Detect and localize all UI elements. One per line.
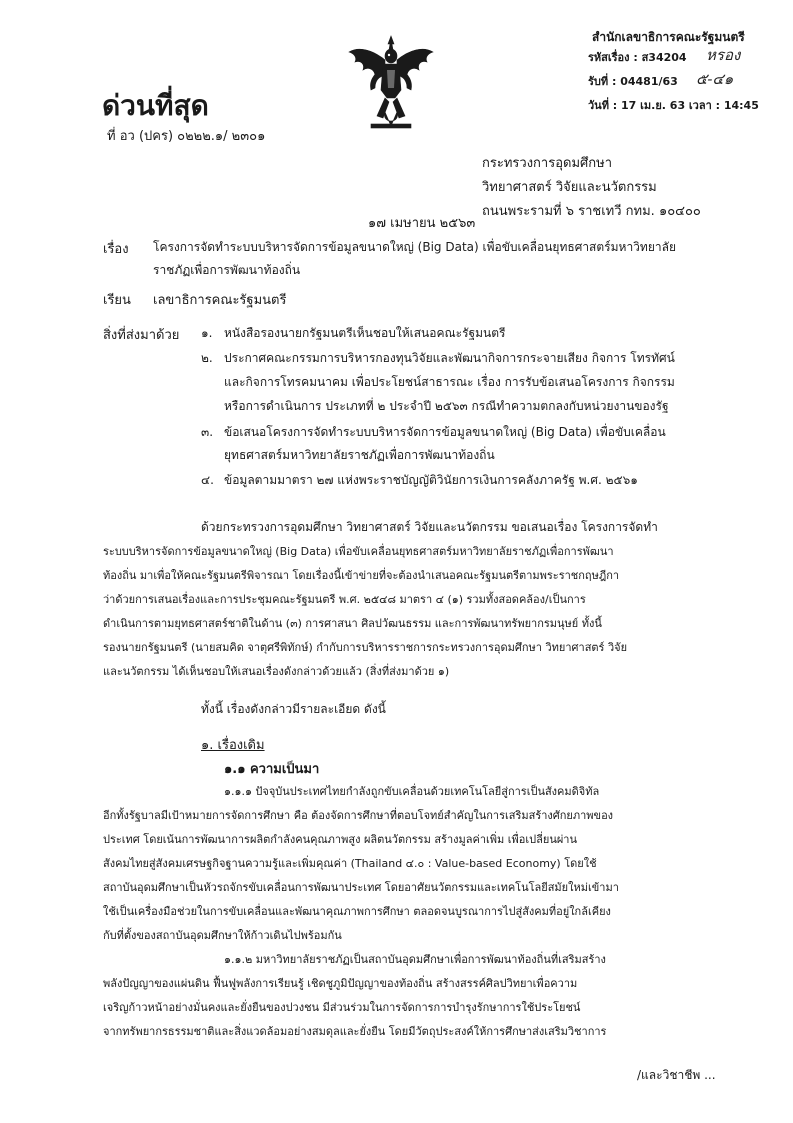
enclosure-number: ๓.: [201, 425, 214, 439]
ministry-line-2: วิทยาศาสตร์ วิจัยและนวัตกรรม: [482, 180, 657, 195]
stamp-code: รหัสเรื่อง : ส34204: [588, 51, 687, 64]
ministry-line-1: กระทรวงการอุดมศึกษา: [482, 156, 612, 171]
body-line: อีกทั้งรัฐบาลมีเป้าหมายการจัดการศึกษา คือ ต้องจัดการศึกษาที่ตอบโจทย์สำคัญในการเสริมสร้างศักยภาพของ: [103, 809, 614, 822]
body-line: เจริญก้าวหน้าอย่างมั่นคงและยั่งยืนของปวงชน มีส่วนร่วมในการจัดการการบำรุงรักษาการใช้ประโยชน์: [103, 1001, 581, 1014]
enclosures-label: สิ่งที่ส่งมาด้วย: [103, 328, 180, 343]
body-line: ด้วยกระทรวงการอุดมศึกษา วิทยาศาสตร์ วิจัยและนวัตกรรม ขอเสนอเรื่อง โครงการจัดทำ: [201, 520, 658, 534]
receipt-stamp: [586, 28, 786, 118]
body-line: สถาบันอุดมศึกษาเป็นหัวรถจักรขับเคลื่อนการพัฒนาประเทศ โดยอาศัยนวัตกรรมและเทคโนโลยีสมัยใหม่เข้ามา: [103, 881, 619, 894]
subject-line-1: โครงการจัดทำระบบบริหารจัดการข้อมูลขนาดใหญ่ (Big Data) เพื่อขับเคลื่อนยุทธศาสตร์มหาวิทยาลัย: [153, 240, 676, 254]
section-heading: ๑. เรื่องเดิม: [201, 738, 265, 753]
enclosure-line: ยุทธศาสตร์มหาวิทยาลัยราชภัฏเพื่อการพัฒนาท้องถิ่น: [224, 448, 495, 462]
enclosure-number: ๔.: [201, 473, 214, 487]
body-line: ใช้เป็นเครื่องมือช่วยในการขับเคลื่อนและพัฒนาคุณภาพการศึกษา ตลอดจนบูรณาการไปสู่สังคมที่อยู่ใกล้เคียง: [103, 905, 611, 918]
enclosure-line: หรือการดำเนินการ ประเภทที่ ๒ ประจำปี ๒๕๖๓ กรณีทำความตกลงกับหน่วยงานของรัฐ: [224, 399, 669, 413]
subject-line-2: ราชภัฏเพื่อการพัฒนาท้องถิ่น: [153, 263, 301, 277]
letter-date: ๑๗ เมษายน ๒๕๖๓: [368, 216, 476, 231]
body-line: รองนายกรัฐมนตรี (นายสมคิด จาตุศรีพิทักษ์) กำกับการบริหารราชการกระทรวงการอุดมศึกษา วิทยาศาสตร์ วิจัย: [103, 641, 628, 654]
stamp-handwritten-code: หรอง: [706, 46, 741, 64]
body-line: ๑.๑.๒ มหาวิทยาลัยราชภัฏเป็นสถาบันอุดมศึกษาเพื่อการพัฒนาท้องถิ่นที่เสริมสร้าง: [224, 953, 606, 966]
body-line: ท้องถิ่น มาเพื่อให้คณะรัฐมนตรีพิจารณา โดยเรื่องนี้เข้าข่ายที่จะต้องนำเสนอคณะรัฐมนตรีตามพระราชกฤษฎีกา: [103, 569, 620, 582]
body-line: พลังปัญญาของแผ่นดิน ฟื้นฟูพลังการเรียนรู้ เชิดชูภูมิปัญญาของท้องถิ่น สร้างสรรค์ศิลปวิทยาเพื่อความ: [103, 977, 578, 990]
body-intro-line: ทั้งนี้ เรื่องดังกล่าวมีรายละเอียด ดังนี้: [201, 702, 386, 716]
stamp-datetime: วันที่ : 17 เม.ย. 63 เวลา : 14:45: [588, 99, 759, 112]
enclosure-number: ๑.: [201, 326, 213, 340]
body-line: สังคมไทยสู่สังคมเศรษฐกิจฐานความรู้และเพิ่มคุณค่า (Thailand ๔.๐ : Value-based Economy) โดยใช้: [103, 857, 597, 870]
enclosure-line: ข้อมูลตามมาตรา ๒๗ แห่งพระราชบัญญัติวินัยการเงินการคลังภาครัฐ พ.ศ. ๒๕๖๑: [224, 473, 638, 487]
body-line: และนวัตกรรม ได้เห็นชอบให้เสนอเรื่องดังกล่าวด้วยแล้ว (สิ่งที่ส่งมาด้วย ๑): [103, 665, 450, 678]
body-line: ระบบบริหารจัดการข้อมูลขนาดใหญ่ (Big Data) เพื่อขับเคลื่อนยุทธศาสตร์มหาวิทยาลัยราชภัฏเพื่อการพัฒนา: [103, 545, 614, 558]
enclosure-line: ประกาศคณะกรรมการบริหารกองทุนวิจัยและพัฒนากิจการกระจายเสียง กิจการ โทรทัศน์: [224, 351, 675, 365]
to-label: เรียน: [103, 293, 131, 308]
urgency-label: ด่วนที่สุด: [102, 89, 209, 122]
body-line: จากทรัพยากรธรรมชาติและสิ่งแวดล้อมอย่างสมดุลและยั่งยืน โดยมีวัตถุประสงค์ให้การศึกษาส่งเสริมวิชาการ: [103, 1025, 607, 1038]
subsection-heading: ๑.๑ ความเป็นมา: [224, 762, 320, 777]
body-line: ว่าด้วยการเสนอเรื่องและการประชุมคณะรัฐมนตรี พ.ศ. ๒๕๔๘ มาตรา ๔ (๑) รวมทั้งสอดคล้อง/เป็นการ: [103, 593, 586, 606]
stamp-receive-number: รับที่ : 04481/63: [588, 75, 678, 88]
continuation-marker: /และวิชาชีพ ...: [637, 1068, 716, 1082]
ministry-line-3: ถนนพระรามที่ ๖ ราชเทวี กทม. ๑๐๔๐๐: [482, 204, 701, 219]
body-line: ประเทศ โดยเน้นการพัฒนาการผลิตกำลังคนคุณภาพสูง ผลิตนวัตกรรม สร้างมูลค่าเพิ่ม เพื่อเปลี่ยนผ่าน: [103, 833, 577, 846]
body-line: ๑.๑.๑ ปัจจุบันประเทศไทยกำลังถูกขับเคลื่อนด้วยเทคโนโลยีสู่การเป็นสังคมดิจิทัล: [224, 785, 600, 798]
body-line: ดำเนินการตามยุทธศาสตร์ชาติในด้าน (๓) การศาสนา ศิลปวัฒนธรรม และการพัฒนาทรัพยากรมนุษย์ ทั้งนี้: [103, 617, 602, 630]
to-recipient: เลขาธิการคณะรัฐมนตรี: [153, 293, 287, 308]
enclosure-line: และกิจการโทรคมนาคม เพื่อประโยชน์สาธารณะ เรื่อง การรับข้อเสนอโครงการ กิจกรรม: [224, 375, 675, 389]
enclosure-number: ๒.: [201, 351, 213, 365]
stamp-office: สำนักเลขาธิการคณะรัฐมนตรี: [592, 30, 745, 44]
enclosure-line: หนังสือรองนายกรัฐมนตรีเห็นชอบให้เสนอคณะรัฐมนตรี: [224, 326, 506, 340]
garuda-emblem-icon: [345, 34, 437, 130]
body-line: กับที่ตั้งของสถาบันอุดมศึกษาให้ก้าวเดินไปพร้อมกัน: [103, 929, 342, 942]
enclosure-line: ข้อเสนอโครงการจัดทำระบบบริหารจัดการข้อมูลขนาดใหญ่ (Big Data) เพื่อขับเคลื่อน: [224, 425, 666, 439]
stamp-handwritten-number: ๕-๔๑: [696, 70, 734, 88]
subject-label: เรื่อง: [103, 242, 129, 257]
reference-number: ที่ อว (ปคร) ๐๒๒๒.๑/ ๒๓๐๑: [107, 129, 266, 144]
